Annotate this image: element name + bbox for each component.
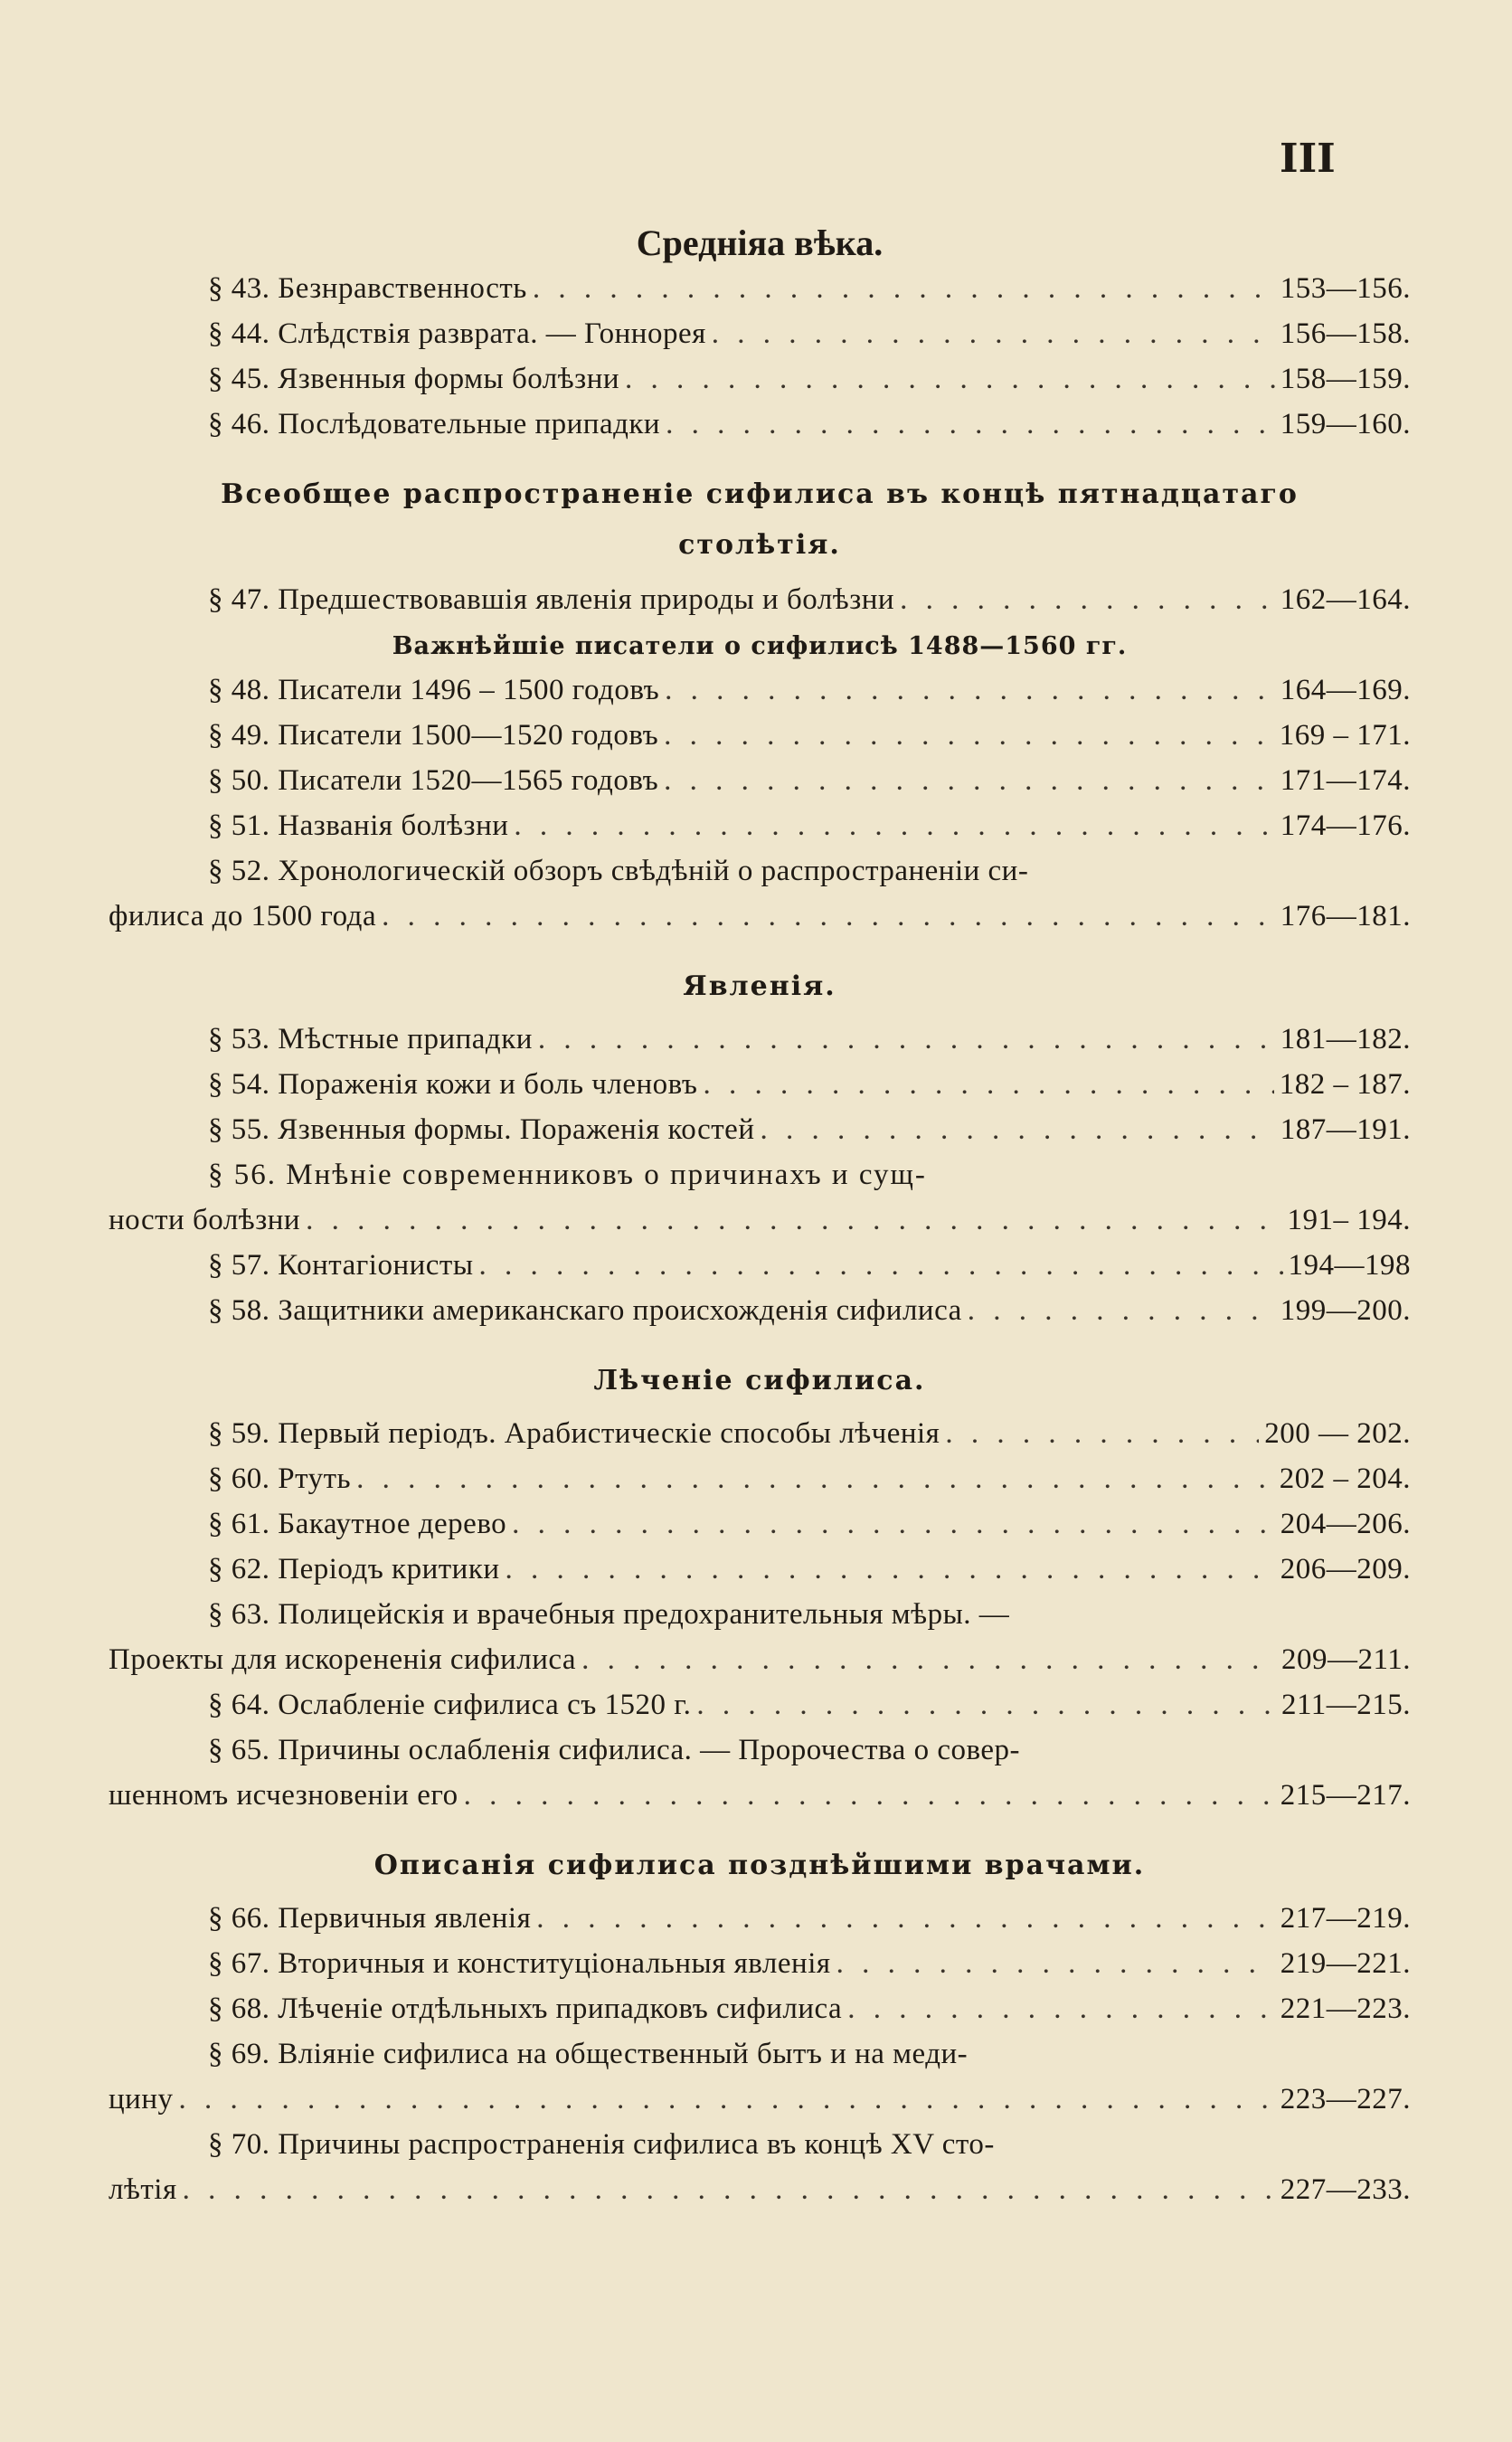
- page-range: 217—219.: [1280, 1902, 1411, 1935]
- toc-entry: [109, 803, 1411, 848]
- dot-leader: [625, 356, 1275, 402]
- toc-entry-continuation: лѣтія: [109, 2173, 177, 2206]
- dot-leader: [664, 713, 1274, 758]
- page-range: 215—217.: [1280, 1779, 1411, 1812]
- section-heading: Лѣченіе сифилиса.: [593, 1365, 926, 1396]
- toc-entry-line: § 69. Вліяніе сифилиса на общественный бытъ и на меди-: [208, 2038, 969, 2070]
- toc-entry-line: § 70. Причины распространенія сифилиса въ концѣ XV сто-: [208, 2128, 995, 2161]
- page-range: 153—156.: [1280, 272, 1411, 305]
- toc-entry: [109, 1243, 1411, 1288]
- toc-entry-line: § 63. Полицейскія и врачебныя предохранительныя мѣры. —: [208, 1598, 1010, 1631]
- toc-entry-title: § 57. Контагіонисты: [208, 1249, 474, 1282]
- toc-entry: [109, 1501, 1411, 1547]
- toc-entry: [109, 577, 1411, 622]
- toc-entry-title: § 51. Названія болѣзни: [208, 809, 509, 842]
- dot-leader: [945, 1411, 1259, 1456]
- toc-entry: [109, 1411, 1411, 1456]
- dot-leader: [847, 1986, 1275, 2031]
- toc-entry: [109, 1773, 1411, 1818]
- toc-entry-title: § 67. Вторичныя и конституціональныя явленія: [208, 1947, 831, 1980]
- page-range: 169 – 171.: [1279, 719, 1411, 752]
- dot-leader: [665, 667, 1275, 713]
- dot-leader: [506, 1547, 1275, 1592]
- page-range: 158—159.: [1280, 363, 1411, 395]
- toc-entry-line: § 65. Причины ослабленія сифилиса. — Пророчества о совер-: [208, 1734, 1021, 1766]
- toc-entry-title: § 58. Защитники американскаго происхожденія сифилиса: [208, 1294, 962, 1327]
- toc-entry: [109, 1547, 1411, 1592]
- page-range: 204—206.: [1280, 1508, 1411, 1540]
- dot-leader: [306, 1197, 1281, 1243]
- dot-leader: [382, 894, 1275, 939]
- section-heading: Явленія.: [683, 970, 836, 1002]
- toc-entry: [109, 1986, 1411, 2031]
- dot-leader: [666, 402, 1275, 447]
- toc-entry-title: § 53. Мѣстные припадки: [208, 1023, 533, 1055]
- toc-entry-title: § 60. Ртуть: [208, 1462, 352, 1495]
- dot-leader: [538, 1017, 1275, 1062]
- dot-leader: [464, 1773, 1275, 1818]
- page-number: III: [1280, 136, 1336, 182]
- toc-entry: [109, 266, 1411, 311]
- toc-entry-continuation: шенномъ исчезновеніи его: [109, 1779, 458, 1812]
- page-range: 219—221.: [1280, 1947, 1411, 1980]
- toc-entry-title: § 55. Язвенныя формы. Пораженія костей: [208, 1113, 755, 1146]
- dot-leader: [183, 2167, 1275, 2212]
- toc-entry-title: § 49. Писатели 1500—1520 годовъ: [208, 719, 659, 752]
- page-range: 162—164.: [1280, 583, 1411, 616]
- page-range: 194—198: [1288, 1249, 1411, 1282]
- dot-leader: [900, 577, 1275, 622]
- dot-leader: [664, 758, 1275, 803]
- page-range: 211—215.: [1280, 1689, 1411, 1721]
- page-range: 209—211.: [1280, 1643, 1411, 1676]
- toc-entry: [109, 356, 1411, 402]
- toc-entry: [109, 1682, 1411, 1727]
- dot-leader: [479, 1243, 1283, 1288]
- toc-entry-continuation: ности болѣзни: [109, 1204, 301, 1236]
- toc-entry-continuation: цину: [109, 2083, 174, 2115]
- section-heading: Описанія сифилиса позднѣйшими врачами.: [373, 1850, 1146, 1881]
- page-range: 202 – 204.: [1279, 1462, 1411, 1495]
- page-range: 206—209.: [1280, 1553, 1411, 1585]
- toc-entry-title: § 44. Слѣдствія разврата. — Гоннорея: [208, 317, 706, 350]
- dot-leader: [968, 1288, 1275, 1333]
- page-range: 221—223.: [1280, 1992, 1411, 2025]
- toc-entry-line: § 52. Хронологическій обзоръ свѣдѣній о распространеніи си-: [208, 855, 1029, 887]
- toc-entry-line: § 56. Мнѣніе современниковъ о причинахъ и сущ-: [208, 1159, 927, 1191]
- toc-entry: [109, 1896, 1411, 1941]
- toc-entry: [109, 311, 1411, 356]
- section-heading: Важнѣйшіе писатели о сифилисѣ 1488—1560 гг.: [392, 632, 1128, 660]
- toc-entry-title: § 61. Бакаутное дерево: [208, 1508, 507, 1540]
- toc-entry: [109, 1456, 1411, 1501]
- section-heading-continuation: столѣтія.: [678, 529, 841, 561]
- toc-entry: [109, 667, 1411, 713]
- toc-entry-title: § 66. Первичныя явленія: [208, 1902, 532, 1935]
- toc-entry: [109, 1062, 1411, 1107]
- section-heading: Средніяа вѣка.: [636, 222, 884, 263]
- toc-entry: [109, 1107, 1411, 1152]
- page-range: 156—158.: [1280, 317, 1411, 350]
- toc-entry: [109, 1637, 1411, 1682]
- toc-entry-continuation: Проекты для искорененія сифилиса: [109, 1643, 577, 1676]
- toc-entry: [109, 1197, 1411, 1243]
- toc-entry-title: § 62. Періодъ критики: [208, 1553, 500, 1585]
- toc-entry-title: § 47. Предшествовавшія явленія природы и болѣзни: [208, 583, 895, 616]
- toc-entry: [109, 2077, 1411, 2122]
- dot-leader: [581, 1637, 1276, 1682]
- toc-entry: [109, 402, 1411, 447]
- page-range: 176—181.: [1280, 900, 1411, 932]
- page-range: 171—174.: [1280, 764, 1411, 797]
- page-range: 182 – 187.: [1279, 1068, 1411, 1101]
- toc-entry-title: § 59. Первый періодъ. Арабистическіе способы лѣченія: [208, 1417, 940, 1450]
- page-range: 223—227.: [1280, 2083, 1411, 2115]
- toc-entry: [109, 2167, 1411, 2212]
- toc-entry-title: § 48. Писатели 1496 – 1500 годовъ: [208, 674, 660, 706]
- toc-entry: [109, 758, 1411, 803]
- table-of-contents: [109, 217, 1411, 2212]
- page-range: 200 — 202.: [1264, 1417, 1411, 1450]
- toc-entry-title: § 50. Писатели 1520—1565 годовъ: [208, 764, 659, 797]
- dot-leader: [514, 803, 1274, 848]
- dot-leader: [712, 311, 1275, 356]
- toc-entry: [109, 1288, 1411, 1333]
- page-range: 181—182.: [1280, 1023, 1411, 1055]
- page-range: 174—176.: [1280, 809, 1411, 842]
- toc-entry: [109, 1941, 1411, 1986]
- toc-entry-title: § 46. Послѣдовательные припадки: [208, 408, 661, 440]
- toc-entry-title: § 64. Ослабленіе сифилиса съ 1520 г.: [208, 1689, 692, 1721]
- page-range: 159—160.: [1280, 408, 1411, 440]
- dot-leader: [512, 1501, 1275, 1547]
- dot-leader: [703, 1062, 1273, 1107]
- toc-entry-title: § 68. Лѣченіе отдѣльныхъ припадковъ сифилиса: [208, 1992, 843, 2025]
- dot-leader: [356, 1456, 1274, 1501]
- toc-entry-title: § 45. Язвенныя формы болѣзни: [208, 363, 620, 395]
- dot-leader: [533, 266, 1275, 311]
- toc-entry-title: § 43. Безнравственность: [208, 272, 527, 305]
- toc-entry: [109, 713, 1411, 758]
- toc-entry-title: § 54. Пораженія кожи и боль членовъ: [208, 1068, 698, 1101]
- dot-leader: [761, 1107, 1275, 1152]
- page-range: 191– 194.: [1287, 1204, 1411, 1236]
- toc-entry-continuation: филиса до 1500 года: [109, 900, 377, 932]
- dot-leader: [536, 1896, 1274, 1941]
- page-range: 227—233.: [1280, 2173, 1411, 2206]
- page-range: 199—200.: [1280, 1294, 1411, 1327]
- page-range: 187—191.: [1280, 1113, 1411, 1146]
- toc-entry: [109, 1017, 1411, 1062]
- dot-leader: [696, 1682, 1276, 1727]
- toc-entry: [109, 894, 1411, 939]
- dot-leader: [178, 2077, 1274, 2122]
- section-heading: Всеобщее распространеніе сифилиса въ концѣ пятнадцатаго: [221, 478, 1299, 510]
- dot-leader: [836, 1941, 1275, 1986]
- page-range: 164—169.: [1280, 674, 1411, 706]
